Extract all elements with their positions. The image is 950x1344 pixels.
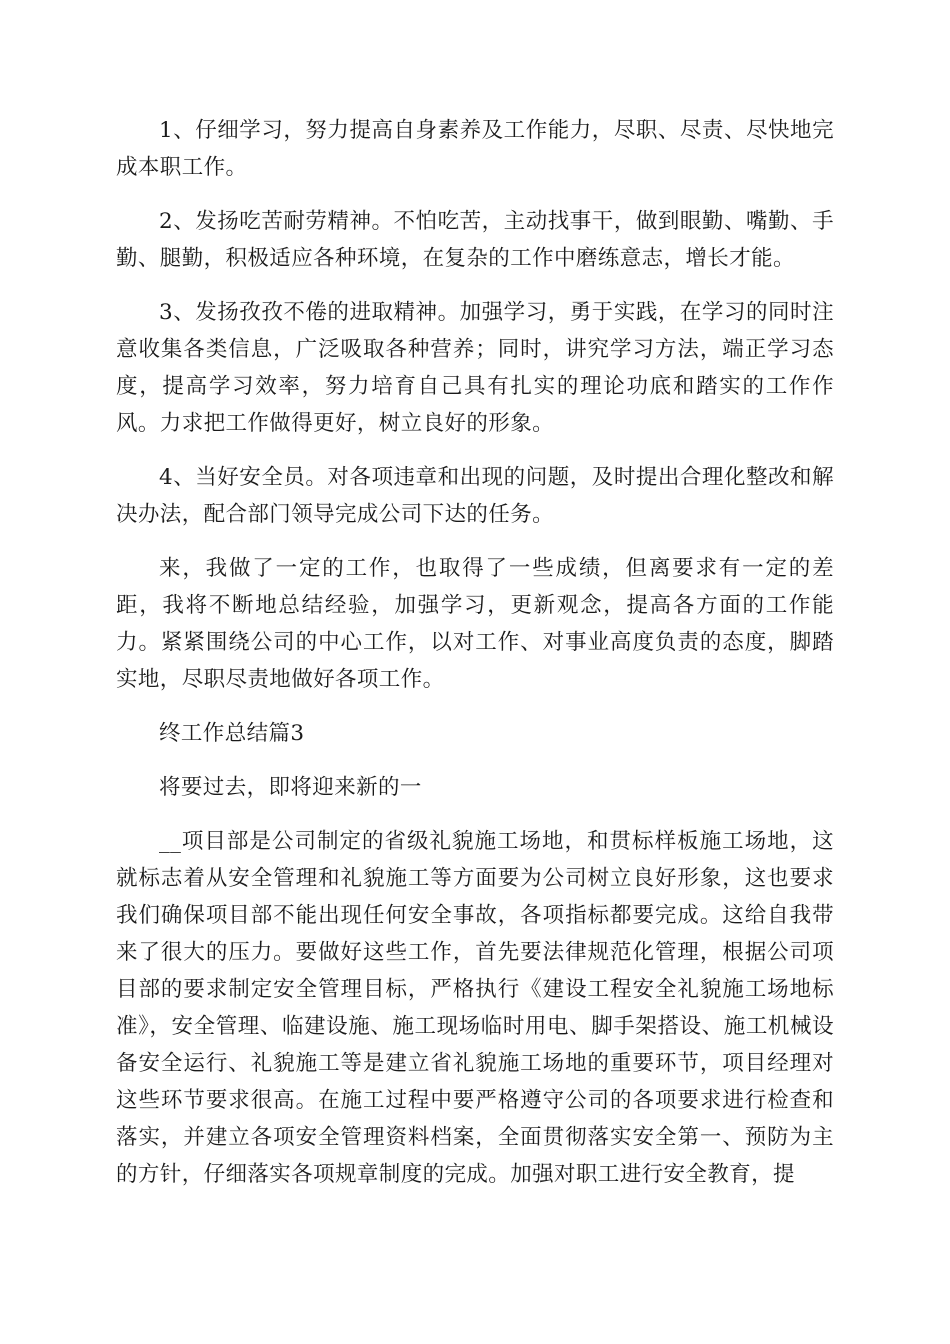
paragraph-4: 4、当好安全员。对各项违章和出现的问题，及时提出合理化整改和解决办法，配合部门领导完成公司下达的任务。 bbox=[116, 465, 834, 527]
paragraph-2: 2、发扬吃苦耐劳精神。不怕吃苦，主动找事干，做到眼勤、嘴勤、手勤、腿勤，积极适应各种环境，在复杂的工作中磨练意志，增长才能。 bbox=[116, 209, 834, 271]
section-heading: 终工作总结篇3 bbox=[159, 721, 305, 746]
paragraph-7: __项目部是公司制定的省级礼貌施工场地，和贯标样板施工场地，这就标志着从安全管理和礼貌施工等方面要为公司树立良好形象，这也要求我们确保项目部不能出现任何安全事故，各项指标都要完成。这给自我带来了很大的压力。要做好这些工作，首先要法律规范化管理，根据公司项目部的要求制定安全管理目标，严格执行《建设工程安全礼貌施工场地标准》，安全管理、临建设施、施工现场临时用电、脚手架搭设、施工机械设备安全运行、礼貌施工等是建立省礼貌施工场地的重要环节，项目经理对这些环节要求很高。在施工过程中要严格遵守公司的各项要求进行检查和落实，并建立各项安全管理资料档案，全面贯彻落实安全第一、预防为主的方针，仔细落实各项规章制度的完成。加强对职工进行安全教育，提 bbox=[116, 829, 834, 1187]
paragraph-3: 3、发扬孜孜不倦的进取精神。加强学习，勇于实践，在学习的同时注意收集各类信息，广泛吸取各种营养；同时，讲究学习方法，端正学习态度，提高学习效率，努力培育自己具有扎实的理论功底和踏实的工作作风。力求把工作做得更好，树立良好的形象。 bbox=[116, 300, 834, 436]
paragraph-1: 1、仔细学习，努力提高自身素养及工作能力，尽职、尽责、尽快地完成本职工作。 bbox=[116, 118, 834, 180]
document-body bbox=[116, 112, 834, 1210]
paragraph-6: 将要过去，即将迎来新的一 bbox=[159, 775, 422, 800]
paragraph-5: 来，我做了一定的工作，也取得了一些成绩，但离要求有一定的差距，我将不断地总结经验，加强学习，更新观念，提高各方面的工作能力。紧紧围绕公司的中心工作，以对工作、对事业高度负责的态度，脚踏实地，尽职尽责地做好各项工作。 bbox=[116, 556, 834, 692]
